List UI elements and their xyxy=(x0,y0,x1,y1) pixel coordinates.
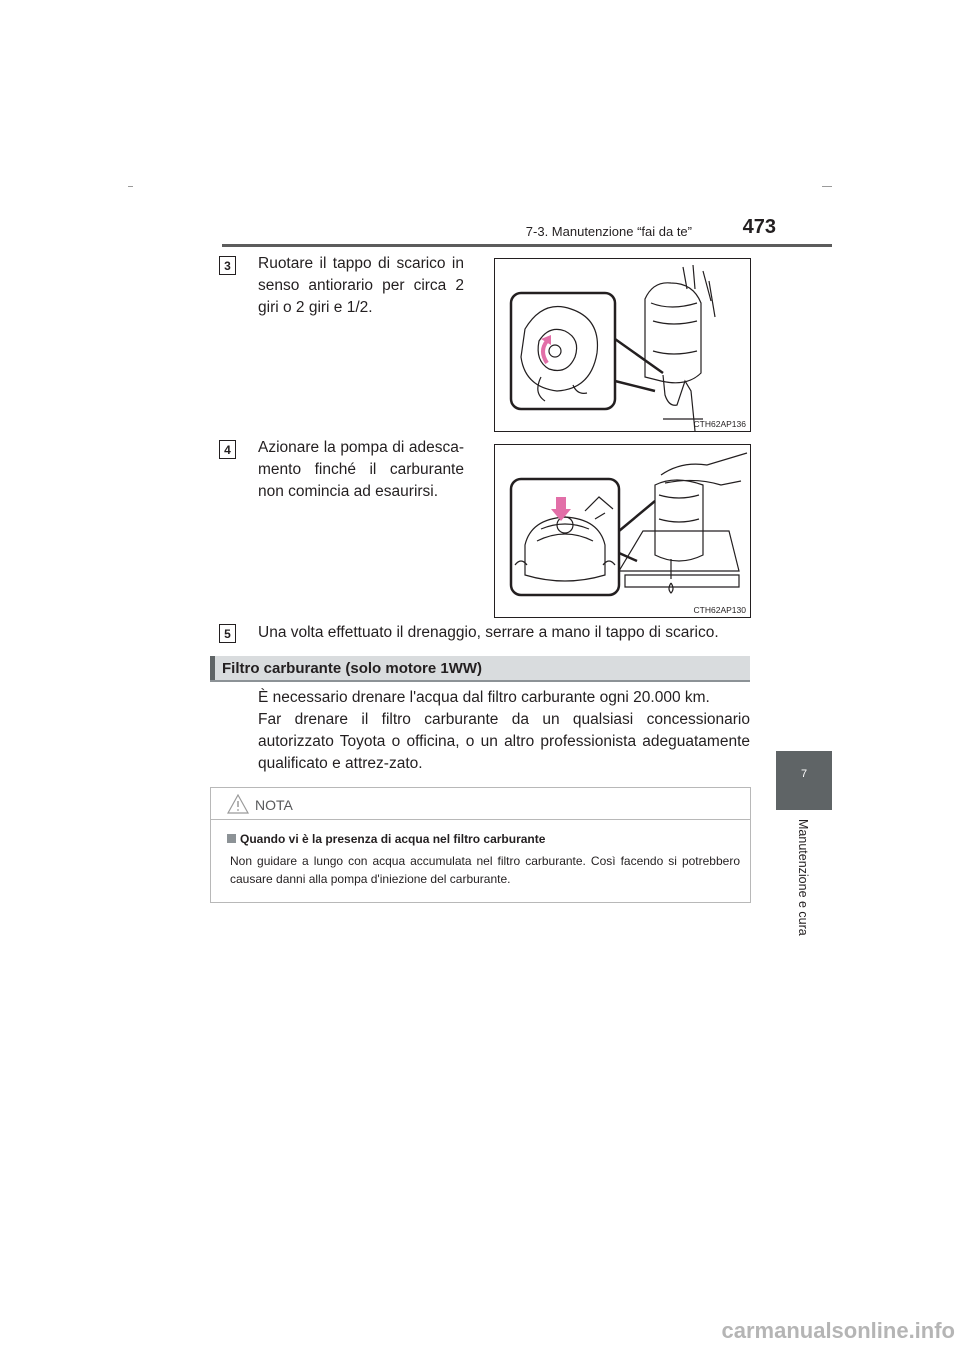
priming-pump-illustration xyxy=(495,445,750,617)
warning-icon xyxy=(227,794,249,814)
step-number-5: 5 xyxy=(219,624,236,643)
crop-mark-left xyxy=(128,186,133,187)
section-heading-title: Filtro carburante (solo motore 1WW) xyxy=(222,660,483,677)
step-number-4: 4 xyxy=(219,440,236,459)
section-heading xyxy=(210,656,750,682)
chapter-number: 7 xyxy=(800,768,808,780)
press-arrow-head xyxy=(551,509,571,521)
page-number: 473 xyxy=(742,216,776,238)
bullet-square-icon xyxy=(227,834,236,843)
chapter-title: Manutenzione e cura xyxy=(796,819,810,936)
figure-priming-pump xyxy=(494,444,751,618)
header-section-title: 7-3. Manutenzione “fai da te” xyxy=(525,224,692,239)
chapter-tab xyxy=(776,751,832,810)
figure-code: CTH62AP130 xyxy=(693,605,746,615)
note-body: Non guidare a lungo con acqua accumulata nel filtro carburante. Così facendo si potrebbero causare danni alla pompa d'iniezione del carburante. xyxy=(230,854,740,886)
header-rule xyxy=(222,244,832,247)
note-title: NOTA xyxy=(255,797,293,813)
press-arrow-shaft xyxy=(556,497,566,511)
note-subtitle: Quando vi è la presenza di acqua nel filtro carburante xyxy=(227,832,545,846)
step-text-4: Azionare la pompa di adesca-mento finché il carburante non comincia ad esaurirsi. xyxy=(258,439,464,500)
drain-plug-illustration xyxy=(495,259,750,431)
watermark: carmanualsonline.info xyxy=(721,1318,955,1343)
paragraph-interval: È necessario drenare l'acqua dal filtro carburante ogni 20.000 km. xyxy=(258,689,710,706)
step-number-3: 3 xyxy=(219,256,236,275)
section-heading-bar xyxy=(210,656,215,680)
step-text-5: Una volta effettuato il drenaggio, serrare a mano il tappo di scarico. xyxy=(258,624,719,641)
note-title-row xyxy=(211,788,750,820)
step-text-3: Ruotare il tappo di scarico in senso antiorario per circa 2 giri o 2 giri e 1/2. xyxy=(258,255,464,316)
paragraph-dealer: Far drenare il filtro carburante da un qualsiasi concessionario autorizzato Toyota o officina, o un altro professionista adeguatamente qualificato e attrez-zato. xyxy=(258,711,750,772)
note-box xyxy=(210,787,751,903)
crop-mark-right xyxy=(822,186,832,187)
figure-code: CTH62AP136 xyxy=(693,419,746,429)
figure-drain-plug xyxy=(494,258,751,432)
